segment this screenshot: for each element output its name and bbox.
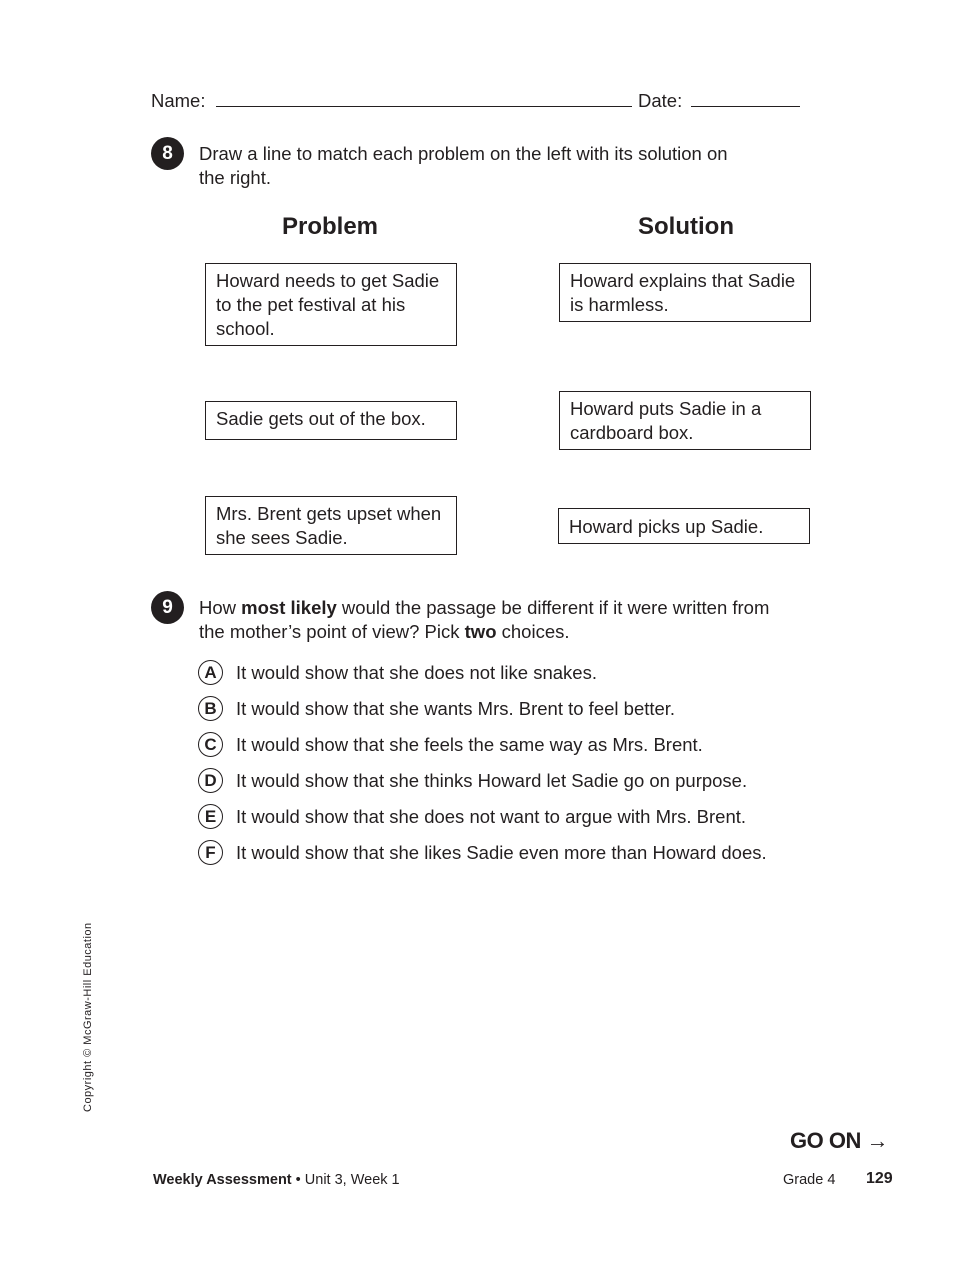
problem-box-2[interactable]: Sadie gets out of the box. [205, 401, 457, 440]
solution-heading: Solution [638, 213, 734, 240]
option-d[interactable] [198, 768, 747, 793]
q9-prompt-text: choices. [496, 621, 570, 642]
go-on [790, 1128, 888, 1154]
q9-prompt-text: How [199, 597, 242, 618]
option-bubble[interactable]: A [198, 660, 223, 685]
q9-prompt [199, 596, 769, 644]
problem-box-3[interactable]: Mrs. Brent gets upset when she sees Sadie. [205, 496, 457, 555]
q9-emphasis: most likely [241, 597, 337, 618]
option-bubble[interactable]: B [198, 696, 223, 721]
option-bubble[interactable]: C [198, 732, 223, 757]
q9-emphasis: two [464, 621, 497, 642]
option-text: It would show that she does not like snakes. [236, 661, 597, 683]
date-field[interactable] [691, 106, 800, 107]
date-label: Date: [638, 90, 683, 111]
solution-box-3[interactable]: Howard picks up Sadie. [558, 508, 810, 544]
footer-title: Weekly Assessment [153, 1172, 292, 1188]
q8-prompt [199, 142, 728, 190]
q9-prompt-text: would the passage be different if it were written from [336, 597, 770, 618]
option-bubble[interactable]: D [198, 768, 223, 793]
footer-unit: Unit 3, Week 1 [304, 1172, 400, 1188]
option-e[interactable] [198, 804, 746, 829]
question-number-9: 9 [151, 591, 184, 624]
name-label: Name: [151, 90, 206, 111]
problem-box-1[interactable]: Howard needs to get Sadie to the pet festival at his school. [205, 263, 457, 346]
option-bubble[interactable]: F [198, 840, 223, 865]
question-number-8: 8 [151, 137, 184, 170]
option-text: It would show that she feels the same way as Mrs. Brent. [236, 733, 703, 755]
solution-box-1[interactable]: Howard explains that Sadie is harmless. [559, 263, 811, 322]
arrow-right-icon: → [866, 1128, 888, 1153]
name-field[interactable] [216, 106, 632, 107]
problem-heading: Problem [282, 213, 379, 240]
option-b[interactable] [198, 696, 675, 721]
option-bubble[interactable]: E [198, 804, 223, 829]
option-a[interactable] [198, 660, 597, 685]
option-text: It would show that she does not want to argue with Mrs. Brent. [236, 805, 747, 827]
footer-grade: Grade 4 [783, 1172, 836, 1188]
option-c[interactable] [198, 732, 703, 757]
footer-left [153, 1172, 400, 1188]
copyright: Copyright © McGraw-Hill Education [82, 922, 94, 1112]
page-number: 129 [866, 1170, 893, 1187]
option-text: It would show that she thinks Howard let Sadie go on purpose. [236, 769, 748, 791]
q8-prompt-line1: Draw a line to match each problem on the left with its solution on [199, 143, 728, 164]
go-on-label: GO ON [790, 1128, 861, 1153]
option-text: It would show that she likes Sadie even more than Howard does. [236, 841, 767, 863]
option-f[interactable] [198, 840, 767, 865]
option-text: It would show that she wants Mrs. Brent to feel better. [236, 697, 676, 719]
q9-prompt-text: the mother’s point of view? Pick [199, 621, 465, 642]
solution-box-2[interactable]: Howard puts Sadie in a cardboard box. [559, 391, 811, 450]
footer-separator: • [291, 1172, 305, 1188]
q8-prompt-line2: the right. [199, 167, 271, 188]
